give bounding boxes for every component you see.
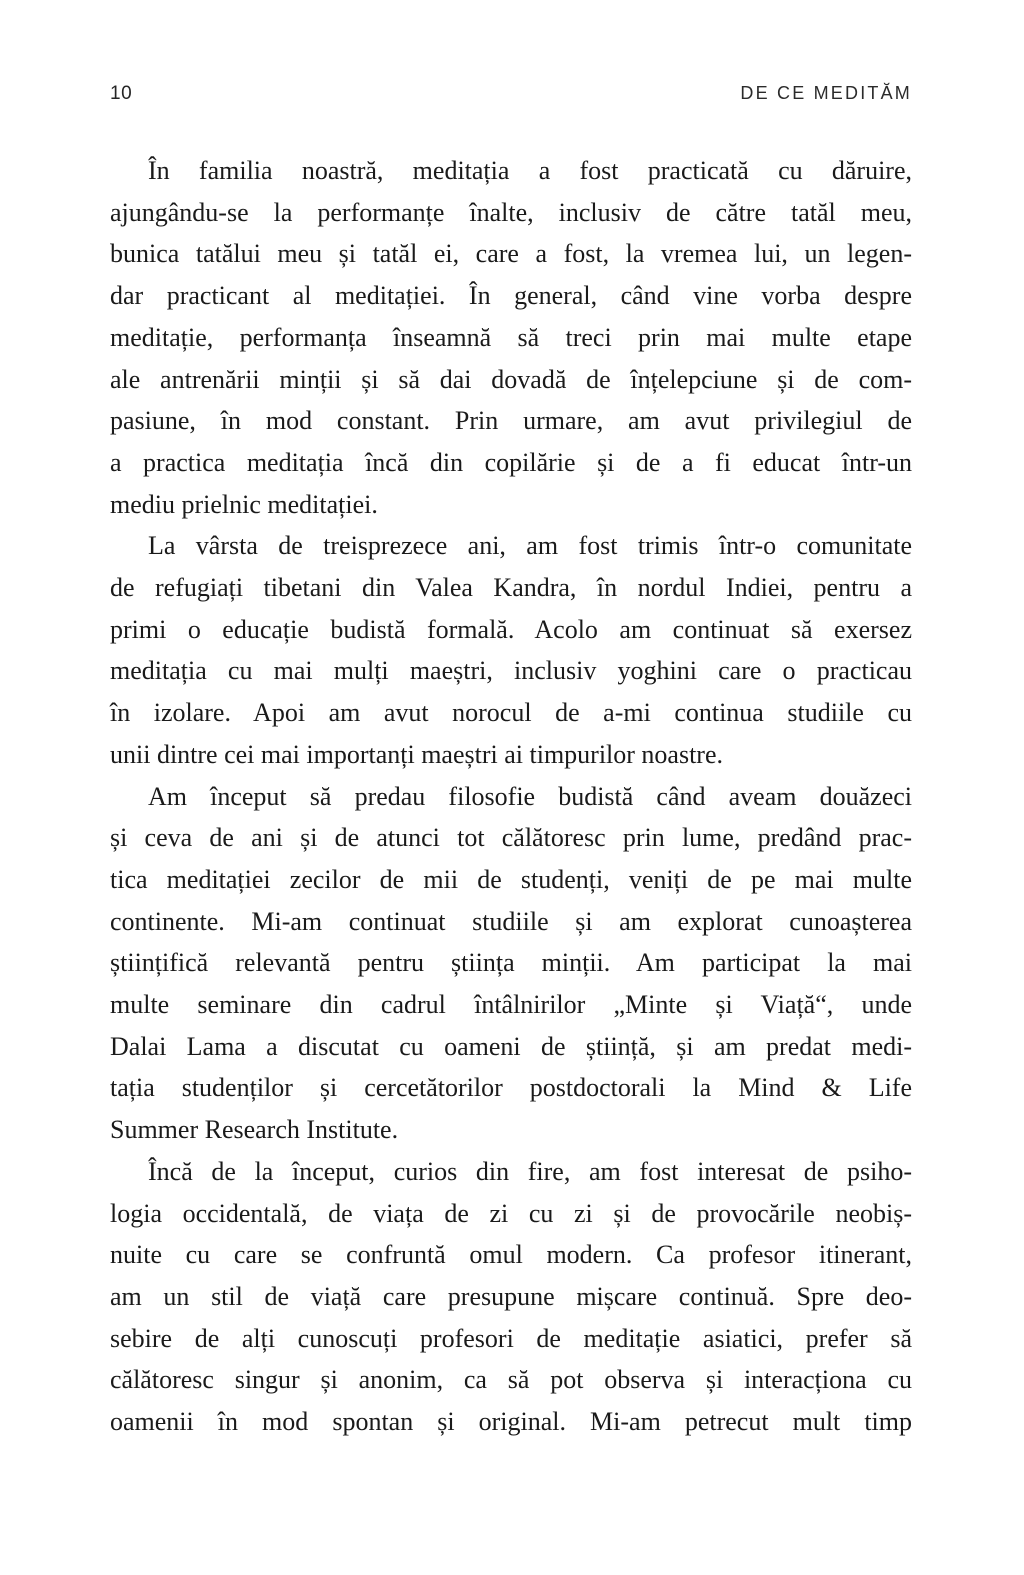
running-header: DE CE MEDITĂM xyxy=(740,83,912,103)
text-line: oamenii în mod spontan și original. Mi-am petrecut mult timp xyxy=(110,1407,912,1437)
page-number: 10 xyxy=(110,83,133,104)
text-line: sebire de alți cunoscuți profesori de meditație asiatici, prefer să xyxy=(110,1323,912,1353)
text-line: mediu prielnic meditației. xyxy=(110,489,378,519)
text-line: nuite cu care se confruntă omul modern. Ca profesor itinerant, xyxy=(110,1240,912,1270)
text-line: meditație, performanța înseamnă să treci prin mai multe etape xyxy=(110,322,912,352)
text-line: continente. Mi-am continuat studiile și am explorat cunoașterea xyxy=(110,906,912,936)
text-line: bunica tatălui meu și tatăl ei, care a fost, la vremea lui, un legen- xyxy=(110,239,912,269)
text-line: și ceva de ani și de atunci tot călătoresc prin lume, predând prac- xyxy=(110,823,912,853)
body-text xyxy=(110,150,912,1443)
paragraph xyxy=(110,776,912,1151)
text-line: Încă de la început, curios din fire, am fost interesat de psiho- xyxy=(148,1156,912,1186)
text-line: de refugiați tibetani din Valea Kandra, în nordul Indiei, pentru a xyxy=(110,573,912,603)
text-line: primi o educație budistă formală. Acolo am continuat să exersez xyxy=(110,614,912,644)
page-header xyxy=(110,83,912,105)
text-line: În familia noastră, meditația a fost practicată cu dăruire, xyxy=(148,156,912,185)
paragraph xyxy=(110,1151,912,1443)
text-line: în izolare. Apoi am avut norocul de a-mi continua studiile cu xyxy=(110,698,912,728)
paragraph xyxy=(110,525,912,775)
text-line: meditația cu mai mulți maeștri, inclusiv yoghini care o practicau xyxy=(110,656,912,686)
text-line: științifică relevantă pentru știința minții. Am participat la mai xyxy=(110,948,912,978)
text-line: multe seminare din cadrul întâlnirilor „Minte și Viață“, unde xyxy=(110,990,912,1020)
text-line: La vârsta de treisprezece ani, am fost trimis într-o comunitate xyxy=(148,531,912,561)
text-line: călătoresc singur și anonim, ca să pot observa și interacționa cu xyxy=(110,1365,912,1395)
text-line: unii dintre cei mai importanți maeștri ai timpurilor noastre. xyxy=(110,739,724,769)
text-line: tica meditației zecilor de mii de studenți, veniți de pe mai multe xyxy=(110,864,912,894)
text-line: logia occidentală, de viața de zi cu zi și de provocările neobiș- xyxy=(110,1198,912,1228)
text-line: Dalai Lama a discutat cu oameni de știință, și am predat medi- xyxy=(110,1031,912,1061)
paragraph xyxy=(110,150,912,525)
text-line: a practica meditația încă din copilărie și de a fi educat într-un xyxy=(110,447,912,477)
text-line: am un stil de viață care presupune mișcare continuă. Spre deo- xyxy=(110,1281,912,1311)
text-line: dar practicant al meditației. În general, când vine vorba despre xyxy=(110,281,912,311)
text-line: Summer Research Institute. xyxy=(110,1115,399,1145)
text-line: ajungându-se la performanțe înalte, inclusiv de către tatăl meu, xyxy=(110,197,912,227)
text-line: tația studenților și cercetătorilor postdoctorali la Mind & Life xyxy=(110,1073,912,1103)
text-line: ale antrenării minții și să dai dovadă de înțelepciune și de com- xyxy=(110,364,912,394)
text-line: pasiune, în mod constant. Prin urmare, am avut privilegiul de xyxy=(110,406,912,436)
text-line: Am început să predau filosofie budistă când aveam douăzeci xyxy=(148,781,912,811)
